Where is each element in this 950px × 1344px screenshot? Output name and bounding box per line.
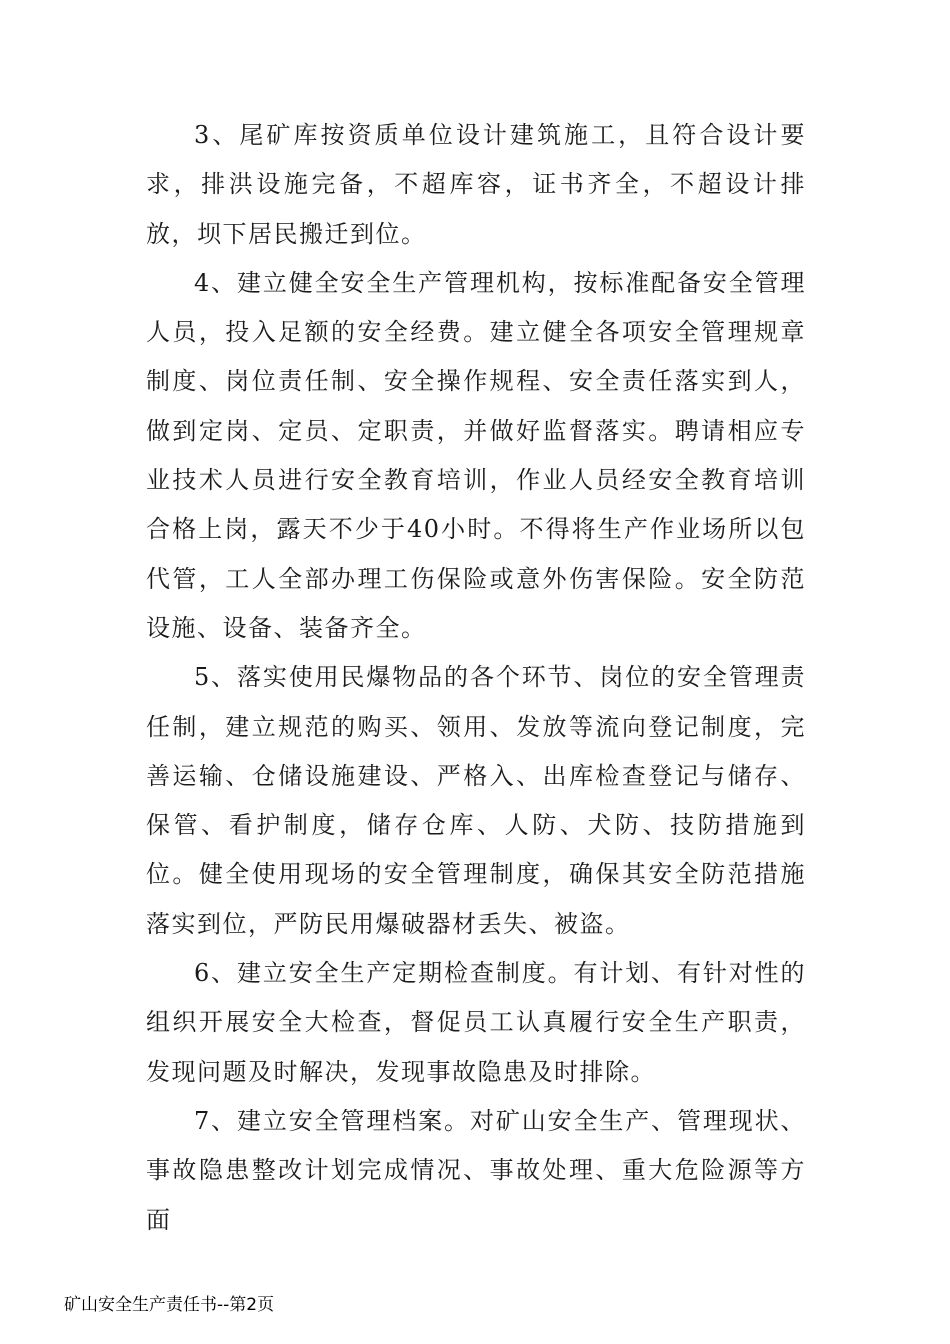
- paragraph-7: 7、建立安全管理档案。对矿山安全生产、管理现状、事故隐患整改计划完成情况、事故处理、重大危险源等方面: [146, 1106, 806, 1234]
- page-footer: 矿山安全生产责任书--第2页: [64, 1295, 275, 1315]
- paragraph-3: 3、尾矿库按资质单位设计建筑施工，且符合设计要求，排洪设施完备，不超库容，证书齐全，不超设计排放，坝下居民搬迁到位。: [146, 121, 806, 248]
- paragraph-5: 5、落实使用民爆物品的各个环节、岗位的安全管理责任制，建立规范的购买、领用、发放等流向登记制度，完善运输、仓储设施建设、严格入、出库检查登记与储存、保管、看护制度，储存仓库、人防、犬防、技防措施到位。健全使用现场的安全管理制度，确保其安全防范措施落实到位，严防民用爆破器材丢失、被盗。: [146, 663, 806, 938]
- paragraph-4: 4、建立健全安全生产管理机构，按标准配备安全管理人员，投入足额的安全经费。建立健全各项安全管理规章制度、岗位责任制、安全操作规程、安全责任落实到人，做到定岗、定员、定职责，并做好监督落实。聘请相应专业技术人员进行安全教育培训，作业人员经安全教育培训合格上岗，露天不少于40小时。不得将生产作业场所以包代管，工人全部办理工伤保险或意外伤害保险。安全防范设施、设备、装备齐全。: [146, 268, 806, 642]
- document-body: [146, 111, 806, 1245]
- paragraph-6: 6、建立安全生产定期检查制度。有计划、有针对性的组织开展安全大检查，督促员工认真履行安全生产职责，发现问题及时解决，发现事故隐患及时排除。: [146, 959, 806, 1086]
